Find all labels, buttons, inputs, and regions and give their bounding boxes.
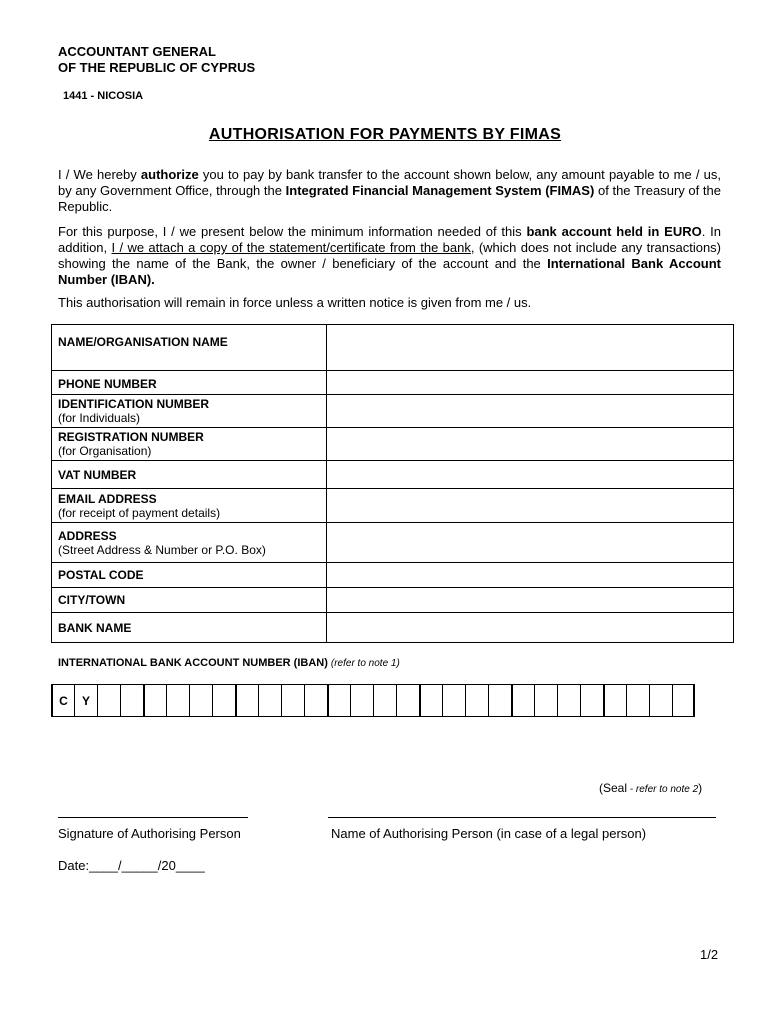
iban-digit-box[interactable] <box>672 684 695 717</box>
iban-digit-box[interactable] <box>120 684 143 717</box>
iban-digit-box[interactable] <box>373 684 396 717</box>
date-field[interactable]: Date:____/_____/20____ <box>58 858 205 873</box>
row-address <box>52 523 734 563</box>
row-label <box>52 563 327 588</box>
iban-heading <box>58 657 400 669</box>
iban-digit-box[interactable] <box>511 684 534 717</box>
iban-boxes <box>51 684 695 717</box>
row-label <box>52 428 327 461</box>
p2-text-c: . In addition, <box>58 224 721 255</box>
iban-digit-box[interactable] <box>557 684 580 717</box>
label-registration-number-sub: (for Organisation) <box>58 444 152 458</box>
label-vat-number: VAT NUMBER <box>58 467 137 482</box>
iban-digit-box[interactable] <box>258 684 281 717</box>
label-name: NAME/ORGANISATION NAME <box>58 335 228 349</box>
iban-digit-box[interactable] <box>488 684 511 717</box>
label-address-sub: (Street Address & Number or P.O. Box) <box>58 542 266 557</box>
iban-digit-box[interactable] <box>212 684 235 717</box>
iban-digit-box[interactable] <box>580 684 603 717</box>
email-input-cell[interactable] <box>327 489 734 523</box>
row-label <box>52 588 327 613</box>
label-id-number: IDENTIFICATION NUMBER <box>58 397 210 411</box>
authorising-name-line[interactable] <box>328 817 716 818</box>
label-phone: PHONE NUMBER <box>58 377 157 391</box>
p2-bold-iban: International Bank Account Number (IBAN). <box>58 256 721 287</box>
iban-digit-box[interactable] <box>304 684 327 717</box>
issuer-line-2: OF THE REPUBLIC OF CYPRUS <box>58 60 256 75</box>
row-vat-number <box>52 461 734 489</box>
iban-digit-box[interactable] <box>419 684 442 717</box>
p1-text-c: you to pay by bank transfer to the account shown below, any amount payable to me / us, by any Government Office, through the <box>58 167 722 198</box>
iban-digit-box[interactable] <box>396 684 419 717</box>
seal-close: ) <box>698 781 703 795</box>
seal-note: - refer to note 2 <box>627 784 699 795</box>
p2-text-e: , (which does not include any transactions) showing the name of the Bank, the owner / beneficiary of the account and the <box>58 240 721 271</box>
p1-text-a: I / We hereby <box>58 167 141 182</box>
label-city: CITY/TOWN <box>58 593 126 607</box>
issuer-line-1: ACCOUNTANT GENERAL <box>58 44 216 59</box>
iban-digit-box[interactable] <box>350 684 373 717</box>
label-email-sub: (for receipt of payment details) <box>58 505 221 520</box>
iban-digit-box[interactable] <box>166 684 189 717</box>
iban-digit-box[interactable] <box>189 684 212 717</box>
p1-bold-authorize: authorize <box>140 167 199 182</box>
p1-bold-fimas: Integrated Financial Management System (FIMAS) <box>285 183 595 198</box>
page-number: 1/2 <box>700 947 719 962</box>
label-address: ADDRESS <box>58 528 117 543</box>
vat-number-input-cell[interactable] <box>327 461 734 489</box>
row-registration-number <box>52 428 734 461</box>
row-label <box>52 489 327 523</box>
row-label <box>52 371 327 395</box>
seal-open: (Seal <box>599 781 628 795</box>
row-label <box>52 613 327 643</box>
address-input-cell[interactable] <box>327 523 734 563</box>
iban-label: INTERNATIONAL BANK ACCOUNT NUMBER (IBAN) <box>58 657 328 669</box>
issuer-header <box>58 44 255 76</box>
p2-bold-euro-account: bank account held in EURO <box>526 224 702 239</box>
iban-digit-box[interactable] <box>281 684 304 717</box>
row-label <box>52 325 327 371</box>
iban-digit-box[interactable] <box>626 684 649 717</box>
iban-digit-box[interactable] <box>442 684 465 717</box>
row-label <box>52 523 327 563</box>
phone-input-cell[interactable] <box>327 371 734 395</box>
paragraph-purpose <box>58 224 721 288</box>
iban-prefix-box: C <box>51 684 74 717</box>
row-bank-name <box>52 613 734 643</box>
issuer-city: 1441 - NICOSIA <box>63 90 144 102</box>
city-input-cell[interactable] <box>327 588 734 613</box>
p2-text-a: For this purpose, I / we present below the minimum information needed of this <box>58 224 527 239</box>
form-title: AUTHORISATION FOR PAYMENTS BY FIMAS <box>208 126 562 143</box>
row-postal-code <box>52 563 734 588</box>
iban-digit-box[interactable] <box>235 684 258 717</box>
label-postal-code: POSTAL CODE <box>58 568 144 582</box>
signature-line[interactable] <box>58 817 248 818</box>
iban-note: (refer to note 1) <box>330 658 400 669</box>
seal-placeholder <box>599 781 702 795</box>
iban-digit-box[interactable] <box>649 684 672 717</box>
id-number-input-cell[interactable] <box>327 395 734 428</box>
row-phone <box>52 371 734 395</box>
iban-digit-box[interactable] <box>534 684 557 717</box>
row-email <box>52 489 734 523</box>
iban-digit-box[interactable] <box>327 684 350 717</box>
label-email: EMAIL ADDRESS <box>58 491 157 506</box>
row-label <box>52 395 327 428</box>
iban-digit-box[interactable] <box>465 684 488 717</box>
account-details-table <box>51 324 734 643</box>
label-registration-number: REGISTRATION NUMBER <box>58 430 204 444</box>
p1-text-e: of the Treasury of the Republic. <box>58 183 721 214</box>
row-label <box>52 461 327 489</box>
authorising-name-label: Name of Authorising Person (in case of a legal person) <box>331 826 647 841</box>
iban-digit-box[interactable] <box>97 684 120 717</box>
label-bank-name: BANK NAME <box>58 620 132 635</box>
iban-prefix-box: Y <box>74 684 97 717</box>
registration-number-input-cell[interactable] <box>327 428 734 461</box>
row-id-number <box>52 395 734 428</box>
postal-code-input-cell[interactable] <box>327 563 734 588</box>
name-input-cell[interactable] <box>327 325 734 371</box>
iban-digit-box[interactable] <box>143 684 166 717</box>
row-city <box>52 588 734 613</box>
paragraph-validity: This authorisation will remain in force unless a written notice is given from me / us. <box>58 295 532 310</box>
bank-name-input-cell[interactable] <box>327 613 734 643</box>
label-id-number-sub: (for Individuals) <box>58 411 141 425</box>
paragraph-authorization <box>58 167 721 215</box>
row-name <box>52 325 734 371</box>
iban-digit-box[interactable] <box>603 684 626 717</box>
signature-label: Signature of Authorising Person <box>58 826 241 841</box>
p2-underlined-attach: I / we attach a copy of the statement/certificate from the bank <box>111 240 471 255</box>
